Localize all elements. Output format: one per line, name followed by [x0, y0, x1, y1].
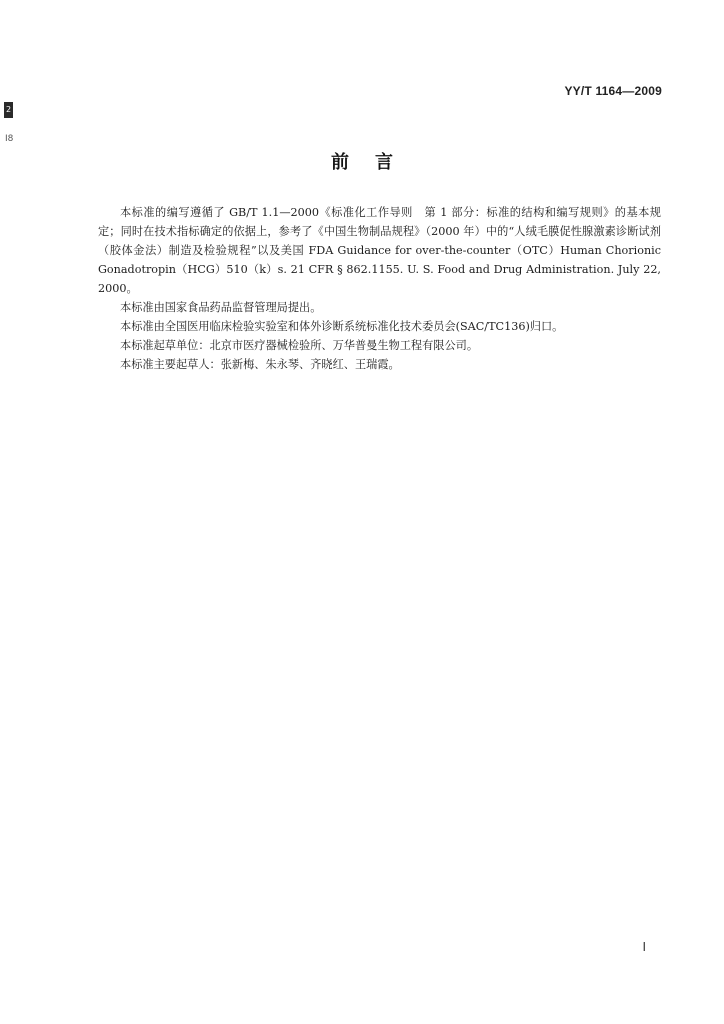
- page-number: Ⅰ: [642, 940, 646, 954]
- paragraph-committee: 本标准由全国医用临床检验实验室和体外诊断系统标准化技术委员会(SAC/TC136)归口。: [120, 320, 564, 333]
- margin-tab-marker: 2: [4, 102, 13, 118]
- paragraph-drafting-units: 本标准起草单位：北京市医疗器械检验所、万华普曼生物工程有限公司。: [120, 339, 479, 352]
- paragraph-basis: 本标准的编写遵循了 GB/T 1.1—2000《标准化工作导则 第 1 部分：标准的结构和编写规则》的基本规定；同时在技术指标确定的依据上，参考了《中国生物制品规程》（2000 年）中的“人绒毛膜促性腺激素诊断试剂（胶体金法）制造及检验规程”以及美国 FDA Guidance for over-the-counter（OTC）Human Chorionic Gonadotropin（HCG）510（k）s. 21 CFR § 862.1155. U. S. Food and Drug Administration. July 22, 2000。: [98, 206, 661, 295]
- page-title: 前言: [331, 152, 419, 173]
- foreword-body: [98, 203, 661, 374]
- paragraph-proposer: 本标准由国家食品药品监督管理局提出。: [120, 301, 322, 314]
- paragraph-drafters: 本标准主要起草人：张新梅、朱永琴、齐晓红、王瑞霞。: [120, 358, 400, 371]
- margin-note: Ⅰ8: [5, 134, 14, 144]
- document-code: YY/T 1164—2009: [564, 84, 662, 98]
